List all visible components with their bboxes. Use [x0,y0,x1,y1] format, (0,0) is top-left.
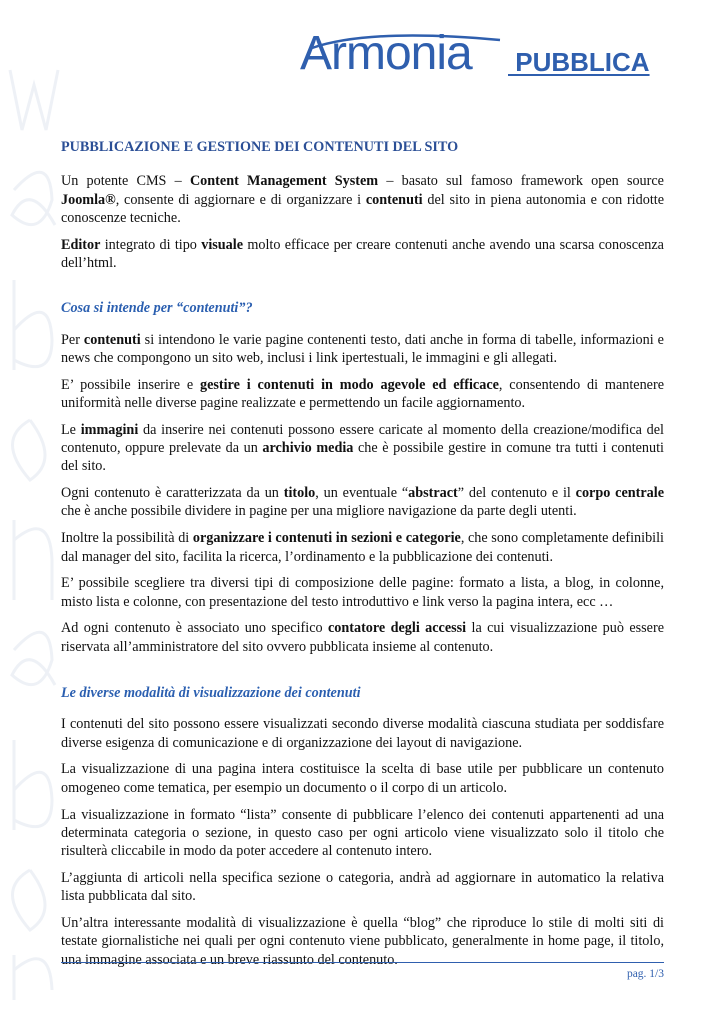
intro-paragraph: Editor integrato di tipo visuale molto efficace per creare contenuti anche avendo una scarsa conoscenza dell’html. [61,236,664,271]
section-visualizzazione [61,715,664,969]
section-paragraph: La visualizzazione di una pagina intera costituisce la scelta di base utile per pubblicare un contenuto omogeneo come tematica, per esempio un documento o il corpo di un articolo. [61,761,664,796]
watermark-decoration [0,40,60,1000]
section-heading-visualizzazione: Le diverse modalità di visualizzazione dei contenuti [61,685,361,702]
logo-wordmark: Armonia [300,27,472,80]
section-paragraph: Le immagini da inserire nei contenuti possono essere caricate al momento della creazione/modifica del contenuto, oppure prelevate da un archivio media che è possibile gestire in comune tra tutti i contenuti del sito. [61,421,665,475]
bold-term: abstract [408,485,458,502]
section-paragraph: Per contenuti si intendono le varie pagine contenenti testo, dati anche in forma di tabelle, informazioni e news che compongono un sito web, inclusi i link ipertestuali, le immagini e gli allegati. [61,331,664,366]
page-number: pag. 1/3 [626,968,664,980]
page-title: PUBBLICAZIONE E GESTIONE DEI CONTENUTI DEL SITO [61,139,459,155]
logo-pubblica: PUBBLICA [508,47,650,77]
section-paragraph: E’ possibile scegliere tra diversi tipi di composizione delle pagine: formato a lista, a blog, in colonne, misto lista e colonne, con presentazione del testo introduttivo e link verso la pagina intera, ecc … [61,575,664,610]
document-body [61,138,664,969]
section-paragraph: Ogni contenuto è caratterizzata da un titolo, un eventuale “abstract” del contenuto e il corpo centrale che è anche possibile dividere in pagine per una migliore navigazione da parte degli utenti. [61,485,664,520]
intro-paragraph: Un potente CMS – Content Management System – basato sul famoso framework open source Joomla®, consente di aggiornare e di organizzare i contenuti del sito in piena autonomia e con ridotte conoscenze tecniche. [61,173,664,226]
section-paragraph: La visualizzazione in formato “lista” consente di pubblicare l’elenco dei contenuti appartenenti ad una determinata categoria o sezione, in questo caso per ogni articolo viene visualizzato solo il titolo che risulterà cliccabile in modo da poter accedere al contenuto intero. [61,806,664,860]
bold-term: corpo centrale [575,485,664,502]
bold-term: contenuti [83,331,141,348]
bold-term: gestire i contenuti in modo agevole ed efficace [199,376,499,393]
bold-term: Content Management System [189,173,379,190]
bold-term: organizzare i contenuti in sezioni e categorie [192,530,461,547]
armonia-logo [300,27,670,88]
bold-term: contenuti [365,191,423,208]
footer-divider [61,962,664,963]
section-paragraph: Ad ogni contenuto è associato uno specifico contatore degli accessi la cui visualizzazione può essere riservata all’amministratore del sito ovvero pubblicata insieme al contenuto. [61,620,664,655]
bold-term: immagini [80,421,139,438]
section-contenuti [61,331,664,656]
section-paragraph: E’ possibile inserire e gestire i contenuti in modo agevole ed efficace, consentendo di mantenere uniformità nelle diverse pagine realizzate e permettendo un facile aggiornamento. [61,376,665,411]
section-heading-contenuti: Cosa si intende per “contenuti”? [61,300,253,317]
section-paragraph: Un’altra interessante modalità di visualizzazione è quella “blog” che riproduce lo stile di molti siti di testate giornalistiche nei quali per ogni contenuto viene pubblicato, generalmente in home page, il titolo, una immagine associata e un breve riassunto del contenuto. [61,915,664,968]
bold-term: Joomla® [61,191,116,208]
bold-term: visuale [201,236,243,253]
section-paragraph: Inoltre la possibilità di organizzare i contenuti in sezioni e categorie, che sono completamente definibili dal manager del sito, facilita la ricerca, l’ordinamento e la pubblicazione dei contenuti. [61,530,664,565]
bold-term: Editor [61,236,101,253]
bold-term: titolo [283,485,316,502]
bold-term: archivio media [262,440,354,457]
section-paragraph: I contenuti del sito possono essere visualizzati secondo diverse modalità ciascuna studiata per soddisfare diverse esigenza di comunicazione e di organizzazione dei layout di navigazione. [61,716,664,751]
intro-block [61,172,664,272]
section-paragraph: L’aggiunta di articoli nella specifica sezione o categoria, andrà ad aggiornare in automatico la relativa lista pubblicata dal sito. [61,869,664,905]
bold-term: contatore degli accessi [327,620,467,637]
